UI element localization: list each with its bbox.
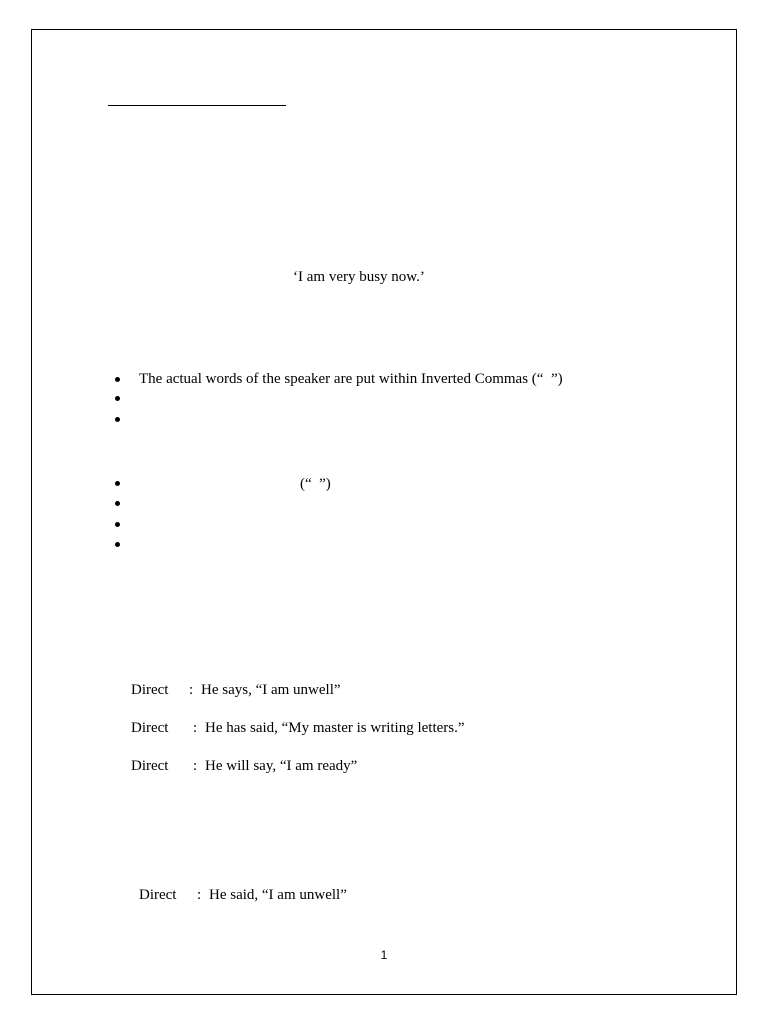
example-label: Direct [139,887,177,903]
bullet-marker [115,481,120,486]
bullet-marker [115,417,120,422]
page-border [31,29,737,995]
example-label: Direct [131,720,169,736]
bullet-marker [115,542,120,547]
bullet-marker [115,377,120,382]
title-underline [108,105,286,106]
example-colon: : [193,720,198,736]
example-sentence: He has said, “My master is writing letters.” [205,720,465,736]
example-sentence: He will say, “I am ready” [205,758,358,774]
bullet-text: The actual words of the speaker are put within Inverted Commas (“ ”) [139,371,563,387]
example-colon: : [197,887,202,903]
bullet-marker [115,396,120,401]
bullet-marker [115,501,120,506]
example-quote: ‘I am very busy now.’ [293,269,425,285]
example-label: Direct [131,758,169,774]
bullet-marker [115,522,120,527]
example-sentence: He said, “I am unwell” [209,887,347,903]
example-colon: : [189,682,194,698]
example-sentence: He says, “I am unwell” [201,682,341,698]
example-label: Direct [131,682,169,698]
example-colon: : [193,758,198,774]
page-number: 1 [380,948,388,962]
bullet-text: (“ ”) [300,476,331,492]
